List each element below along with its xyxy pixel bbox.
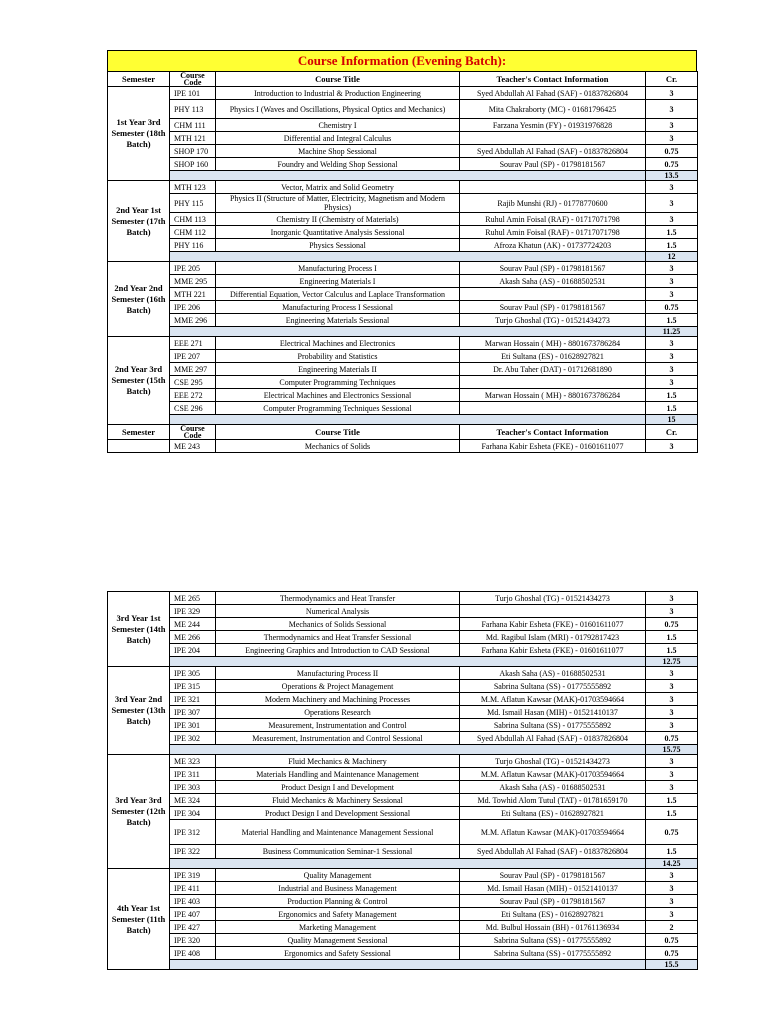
header-semester: Semester: [108, 72, 170, 87]
total-blank: [170, 960, 646, 970]
semester-total-row: [108, 745, 698, 755]
course-title: Measurement, Instrumentation and Control: [216, 719, 460, 732]
course-credit: 3: [646, 719, 698, 732]
teacher-contact: M.M. Aflatun Kawsar (MAK)-01703594664: [460, 693, 646, 706]
teacher-contact: Marwan Hossain ( MH) - 8801673786284: [460, 389, 646, 402]
course-title: Inorganic Quantitative Analysis Sessional: [216, 226, 460, 239]
course-code: PHY 116: [170, 239, 216, 252]
course-credit: 3: [646, 288, 698, 301]
teacher-contact: [460, 402, 646, 415]
course-code: IPE 312: [170, 820, 216, 845]
teacher-contact: Akash Saha (AS) - 01688502531: [460, 781, 646, 794]
course-title: Ergonomics and Safety Sessional: [216, 947, 460, 960]
teacher-contact: Md. Ragibul Islam (MRI) - 01792817423: [460, 631, 646, 644]
course-title: Physics I (Waves and Oscillations, Physical Optics and Mechanics): [216, 100, 460, 119]
course-title: Mechanics of Solids Sessional: [216, 618, 460, 631]
course-code: IPE 408: [170, 947, 216, 960]
course-credit: 1.5: [646, 226, 698, 239]
teacher-contact: Farzana Yesmin (FY) - 01931976828: [460, 119, 646, 132]
teacher-contact: Akash Saha (AS) - 01688502531: [460, 667, 646, 680]
total-blank: [170, 745, 646, 755]
course-title: Operations Research: [216, 706, 460, 719]
course-title: Machine Shop Sessional: [216, 145, 460, 158]
course-title: Manufacturing Process II: [216, 667, 460, 680]
course-title: Electrical Machines and Electronics Sessional: [216, 389, 460, 402]
course-row: [108, 807, 698, 820]
course-code: IPE 321: [170, 693, 216, 706]
teacher-contact: [460, 181, 646, 194]
course-title: Differential and Integral Calculus: [216, 132, 460, 145]
teacher-contact: Farhana Kabir Esheta (FKE) - 01601611077: [460, 440, 646, 453]
course-code: IPE 320: [170, 934, 216, 947]
course-row: [108, 158, 698, 171]
course-title: Introduction to Industrial & Production Engineering: [216, 87, 460, 100]
course-row: [108, 631, 698, 644]
course-code: IPE 427: [170, 921, 216, 934]
semester-total-row: [108, 415, 698, 425]
teacher-contact: Eti Sultana (ES) - 01628927821: [460, 908, 646, 921]
course-code: IPE 319: [170, 869, 216, 882]
teacher-contact: Md. Ismail Hasan (MIH) - 01521410137: [460, 706, 646, 719]
semester-total-row: [108, 960, 698, 970]
course-code: ME 265: [170, 592, 216, 605]
course-credit: 3: [646, 181, 698, 194]
course-credit: 3: [646, 693, 698, 706]
course-title: Operations & Project Management: [216, 680, 460, 693]
course-credit: 3: [646, 592, 698, 605]
course-title: Quality Management Sessional: [216, 934, 460, 947]
course-credit: 3: [646, 869, 698, 882]
course-title: Computer Programming Techniques: [216, 376, 460, 389]
course-code: CHM 111: [170, 119, 216, 132]
course-row: [108, 680, 698, 693]
course-row: [108, 618, 698, 631]
course-code: IPE 207: [170, 350, 216, 363]
semester-total-credit: 15.5: [646, 960, 698, 970]
course-credit: 1.5: [646, 389, 698, 402]
course-credit: 3: [646, 119, 698, 132]
course-table-1: [107, 71, 698, 453]
course-row: [108, 895, 698, 908]
semester-total-row: [108, 252, 698, 262]
course-code: IPE 403: [170, 895, 216, 908]
semester-total-credit: 15: [646, 415, 698, 425]
course-row: [108, 921, 698, 934]
course-code: SHOP 160: [170, 158, 216, 171]
teacher-contact: Md. Towhid Alom Tutul (TAT) - 01781659170: [460, 794, 646, 807]
header-course-title: Course Title: [216, 425, 460, 440]
course-row: [108, 794, 698, 807]
course-credit: 3: [646, 755, 698, 768]
total-blank: [170, 171, 646, 181]
course-row: [108, 732, 698, 745]
teacher-contact: Sourav Paul (SP) - 01798181567: [460, 158, 646, 171]
teacher-contact: Sabrina Sultana (SS) - 01775555892: [460, 947, 646, 960]
course-row: [108, 262, 698, 275]
course-title: Manufacturing Process I: [216, 262, 460, 275]
course-title: Ergonomics and Safety Management: [216, 908, 460, 921]
course-credit: 0.75: [646, 158, 698, 171]
course-row: [108, 239, 698, 252]
course-title: Materials Handling and Maintenance Management: [216, 768, 460, 781]
course-credit: 3: [646, 363, 698, 376]
semester-label: 1st Year 3rd Semester (18th Batch): [108, 87, 170, 181]
teacher-contact: Syed Abdullah Al Fahad (SAF) - 01837826804: [460, 732, 646, 745]
teacher-contact: Marwan Hossain ( MH) - 8801673786284: [460, 337, 646, 350]
course-code: ME 243: [170, 440, 216, 453]
teacher-contact: Sabrina Sultana (SS) - 01775555892: [460, 934, 646, 947]
course-code: EEE 271: [170, 337, 216, 350]
course-title: Engineering Materials I: [216, 275, 460, 288]
course-credit: 3: [646, 194, 698, 213]
course-title: Manufacturing Process I Sessional: [216, 301, 460, 314]
course-row: [108, 145, 698, 158]
course-row: [108, 869, 698, 882]
teacher-contact: Turjo Ghoshal (TG) - 01521434273: [460, 314, 646, 327]
course-row: [108, 605, 698, 618]
course-credit: 1.5: [646, 314, 698, 327]
course-credit: 0.75: [646, 301, 698, 314]
teacher-contact: Sabrina Sultana (SS) - 01775555892: [460, 680, 646, 693]
course-title: Differential Equation, Vector Calculus and Laplace Transformation: [216, 288, 460, 301]
course-code: IPE 303: [170, 781, 216, 794]
course-credit: 3: [646, 87, 698, 100]
course-credit: 0.75: [646, 820, 698, 845]
teacher-contact: Syed Abdullah Al Fahad (SAF) - 01837826804: [460, 845, 646, 859]
course-title: Physics Sessional: [216, 239, 460, 252]
teacher-contact: Md. Ismail Hasan (MIH) - 01521410137: [460, 882, 646, 895]
course-row: [108, 132, 698, 145]
course-credit: 3: [646, 680, 698, 693]
course-code: IPE 407: [170, 908, 216, 921]
teacher-contact: [460, 288, 646, 301]
course-credit: 1.5: [646, 807, 698, 820]
teacher-contact: Turjo Ghoshal (TG) - 01521434273: [460, 755, 646, 768]
semester-total-credit: 12: [646, 252, 698, 262]
course-row: [108, 275, 698, 288]
teacher-contact: Ruhul Amin Foisal (RAF) - 01717071798: [460, 213, 646, 226]
course-row: [108, 882, 698, 895]
course-row: [108, 301, 698, 314]
header-teacher: Teacher's Contact Information: [460, 72, 646, 87]
course-code: IPE 315: [170, 680, 216, 693]
course-credit: 3: [646, 895, 698, 908]
course-title: Engineering Materials II: [216, 363, 460, 376]
course-title: Vector, Matrix and Solid Geometry: [216, 181, 460, 194]
teacher-contact: Sabrina Sultana (SS) - 01775555892: [460, 719, 646, 732]
course-code: IPE 204: [170, 644, 216, 657]
course-row: [108, 845, 698, 859]
course-title: Industrial and Business Management: [216, 882, 460, 895]
course-title: Chemistry I: [216, 119, 460, 132]
course-title: Quality Management: [216, 869, 460, 882]
course-code: MME 295: [170, 275, 216, 288]
course-row: [108, 440, 698, 453]
course-credit: 3: [646, 213, 698, 226]
course-code: ME 324: [170, 794, 216, 807]
course-row: [108, 194, 698, 213]
course-title: Probability and Statistics: [216, 350, 460, 363]
sheet-page-1: [107, 50, 697, 453]
course-credit: 0.75: [646, 618, 698, 631]
semester-label: 4th Year 1st Semester (11th Batch): [108, 869, 170, 970]
course-title: Engineering Graphics and Introduction to CAD Sessional: [216, 644, 460, 657]
course-code: IPE 329: [170, 605, 216, 618]
course-code: ME 323: [170, 755, 216, 768]
teacher-contact: Ruhul Amin Foisal (RAF) - 01717071798: [460, 226, 646, 239]
course-row: [108, 363, 698, 376]
course-title: Measurement, Instrumentation and Control Sessional: [216, 732, 460, 745]
header-row: [108, 425, 698, 440]
course-credit: 1.5: [646, 644, 698, 657]
course-title: Modern Machinery and Machining Processes: [216, 693, 460, 706]
page-title: Course Information (Evening Batch):: [107, 50, 697, 71]
course-title: Product Design I and Development: [216, 781, 460, 794]
header-credit: Cr.: [646, 425, 698, 440]
course-code: SHOP 170: [170, 145, 216, 158]
semester-total-credit: 14.25: [646, 859, 698, 869]
course-code: IPE 304: [170, 807, 216, 820]
course-row: [108, 719, 698, 732]
course-title: Marketing Management: [216, 921, 460, 934]
course-row: [108, 768, 698, 781]
teacher-contact: Dr. Abu Taher (DAT) - 01712681890: [460, 363, 646, 376]
teacher-contact: Md. Bulbul Hossain (BH) - 01761136934: [460, 921, 646, 934]
semester-label: 2nd Year 2nd Semester (16th Batch): [108, 262, 170, 337]
course-credit: 2: [646, 921, 698, 934]
course-credit: 1.5: [646, 845, 698, 859]
semester-label: 2nd Year 1st Semester (17th Batch): [108, 181, 170, 262]
course-title: Mechanics of Solids: [216, 440, 460, 453]
course-code: CHM 112: [170, 226, 216, 239]
teacher-contact: Turjo Ghoshal (TG) - 01521434273: [460, 592, 646, 605]
teacher-contact: Eti Sultana (ES) - 01628927821: [460, 350, 646, 363]
teacher-contact: Rajib Munshi (RJ) - 01778770600: [460, 194, 646, 213]
teacher-contact: [460, 605, 646, 618]
course-title: Material Handling and Maintenance Management Sessional: [216, 820, 460, 845]
course-code: ME 244: [170, 618, 216, 631]
course-code: IPE 302: [170, 732, 216, 745]
header-course-title: Course Title: [216, 72, 460, 87]
course-credit: 3: [646, 350, 698, 363]
course-row: [108, 644, 698, 657]
course-title: Physics II (Structure of Matter, Electricity, Magnetism and Modern Physics): [216, 194, 460, 213]
teacher-contact: [460, 376, 646, 389]
semester-total-credit: 15.75: [646, 745, 698, 755]
course-credit: 0.75: [646, 934, 698, 947]
course-credit: 3: [646, 605, 698, 618]
course-credit: 1.5: [646, 794, 698, 807]
course-title: Engineering Materials Sessional: [216, 314, 460, 327]
course-credit: 3: [646, 908, 698, 921]
total-blank: [170, 859, 646, 869]
course-code: CSE 296: [170, 402, 216, 415]
total-blank: [170, 657, 646, 667]
course-code: IPE 411: [170, 882, 216, 895]
course-credit: 1.5: [646, 402, 698, 415]
course-credit: 3: [646, 100, 698, 119]
course-row: [108, 592, 698, 605]
course-credit: 3: [646, 440, 698, 453]
course-code: EEE 272: [170, 389, 216, 402]
course-code: IPE 205: [170, 262, 216, 275]
course-row: [108, 181, 698, 194]
teacher-contact: Akash Saha (AS) - 01688502531: [460, 275, 646, 288]
course-title: Business Communication Seminar-1 Sessional: [216, 845, 460, 859]
course-row: [108, 100, 698, 119]
course-credit: 3: [646, 376, 698, 389]
course-title: Product Design I and Development Sessional: [216, 807, 460, 820]
course-credit: 3: [646, 337, 698, 350]
course-title: Computer Programming Techniques Sessional: [216, 402, 460, 415]
teacher-contact: Sourav Paul (SP) - 01798181567: [460, 895, 646, 908]
semester-total-row: [108, 327, 698, 337]
course-row: [108, 337, 698, 350]
teacher-contact: Sourav Paul (SP) - 01798181567: [460, 301, 646, 314]
course-row: [108, 350, 698, 363]
semester-total-credit: 11.25: [646, 327, 698, 337]
course-code: IPE 101: [170, 87, 216, 100]
teacher-contact: Mita Chakraborty (MC) - 01681796425: [460, 100, 646, 119]
course-code: IPE 206: [170, 301, 216, 314]
course-credit: 3: [646, 781, 698, 794]
course-credit: 3: [646, 882, 698, 895]
course-row: [108, 402, 698, 415]
sheet-page-2: [107, 591, 697, 970]
course-code: IPE 301: [170, 719, 216, 732]
teacher-contact: Afroza Khatun (AK) - 01737724203: [460, 239, 646, 252]
course-row: [108, 755, 698, 768]
header-credit: Cr.: [646, 72, 698, 87]
course-title: Chemistry II (Chemistry of Materials): [216, 213, 460, 226]
total-blank: [170, 415, 646, 425]
teacher-contact: M.M. Aflatun Kawsar (MAK)-01703594664: [460, 820, 646, 845]
semester-total-credit: 12.75: [646, 657, 698, 667]
course-code: ME 266: [170, 631, 216, 644]
course-row: [108, 226, 698, 239]
course-title: Fluid Mechanics & Machinery Sessional: [216, 794, 460, 807]
course-row: [108, 213, 698, 226]
teacher-contact: [460, 132, 646, 145]
course-code: MTH 123: [170, 181, 216, 194]
teacher-contact: Sourav Paul (SP) - 01798181567: [460, 262, 646, 275]
course-code: PHY 113: [170, 100, 216, 119]
course-code: MTH 221: [170, 288, 216, 301]
course-code: MTH 121: [170, 132, 216, 145]
header-row: [108, 72, 698, 87]
semester-blank: [108, 440, 170, 453]
course-row: [108, 908, 698, 921]
course-credit: 3: [646, 262, 698, 275]
course-credit: 1.5: [646, 239, 698, 252]
course-code: IPE 311: [170, 768, 216, 781]
course-code: PHY 115: [170, 194, 216, 213]
semester-total-credit: 13.5: [646, 171, 698, 181]
teacher-contact: Farhana Kabir Esheta (FKE) - 01601611077: [460, 618, 646, 631]
course-code: MME 297: [170, 363, 216, 376]
semester-total-row: [108, 859, 698, 869]
header-course-code: Course Code: [170, 72, 216, 87]
course-code: IPE 305: [170, 667, 216, 680]
header-semester: Semester: [108, 425, 170, 440]
teacher-contact: Syed Abdullah Al Fahad (SAF) - 01837826804: [460, 87, 646, 100]
course-credit: 3: [646, 706, 698, 719]
course-row: [108, 693, 698, 706]
course-credit: 3: [646, 667, 698, 680]
course-row: [108, 820, 698, 845]
teacher-contact: Sourav Paul (SP) - 01798181567: [460, 869, 646, 882]
teacher-contact: Farhana Kabir Esheta (FKE) - 01601611077: [460, 644, 646, 657]
course-row: [108, 706, 698, 719]
course-title: Numerical Analysis: [216, 605, 460, 618]
course-credit: 3: [646, 768, 698, 781]
course-title: Production Planning & Control: [216, 895, 460, 908]
teacher-contact: M.M. Aflatun Kawsar (MAK)-01703594664: [460, 768, 646, 781]
course-credit: 1.5: [646, 631, 698, 644]
course-table-2: [107, 591, 698, 970]
course-row: [108, 288, 698, 301]
course-credit: 0.75: [646, 947, 698, 960]
course-row: [108, 934, 698, 947]
header-course-code: Course Code: [170, 425, 216, 440]
course-title: Electrical Machines and Electronics: [216, 337, 460, 350]
course-title: Thermodynamics and Heat Transfer: [216, 592, 460, 605]
course-row: [108, 389, 698, 402]
course-title: Fluid Mechanics & Machinery: [216, 755, 460, 768]
course-row: [108, 119, 698, 132]
semester-total-row: [108, 657, 698, 667]
course-row: [108, 314, 698, 327]
course-row: [108, 947, 698, 960]
course-row: [108, 667, 698, 680]
course-code: IPE 307: [170, 706, 216, 719]
course-credit: 3: [646, 275, 698, 288]
header-teacher: Teacher's Contact Information: [460, 425, 646, 440]
course-row: [108, 376, 698, 389]
course-row: [108, 87, 698, 100]
total-blank: [170, 252, 646, 262]
course-code: CSE 295: [170, 376, 216, 389]
semester-total-row: [108, 171, 698, 181]
course-title: Thermodynamics and Heat Transfer Sessional: [216, 631, 460, 644]
course-code: MME 296: [170, 314, 216, 327]
course-code: IPE 322: [170, 845, 216, 859]
semester-label: 3rd Year 1st Semester (14th Batch): [108, 592, 170, 667]
course-credit: 3: [646, 132, 698, 145]
course-code: CHM 113: [170, 213, 216, 226]
course-credit: 0.75: [646, 732, 698, 745]
semester-label: 2nd Year 3rd Semester (15th Batch): [108, 337, 170, 425]
semester-label: 3rd Year 3rd Semester (12th Batch): [108, 755, 170, 869]
course-title: Foundry and Welding Shop Sessional: [216, 158, 460, 171]
teacher-contact: Eti Sultana (ES) - 01628927821: [460, 807, 646, 820]
course-row: [108, 781, 698, 794]
course-credit: 0.75: [646, 145, 698, 158]
teacher-contact: Syed Abdullah Al Fahad (SAF) - 01837826804: [460, 145, 646, 158]
semester-label: 3rd Year 2nd Semester (13th Batch): [108, 667, 170, 755]
total-blank: [170, 327, 646, 337]
